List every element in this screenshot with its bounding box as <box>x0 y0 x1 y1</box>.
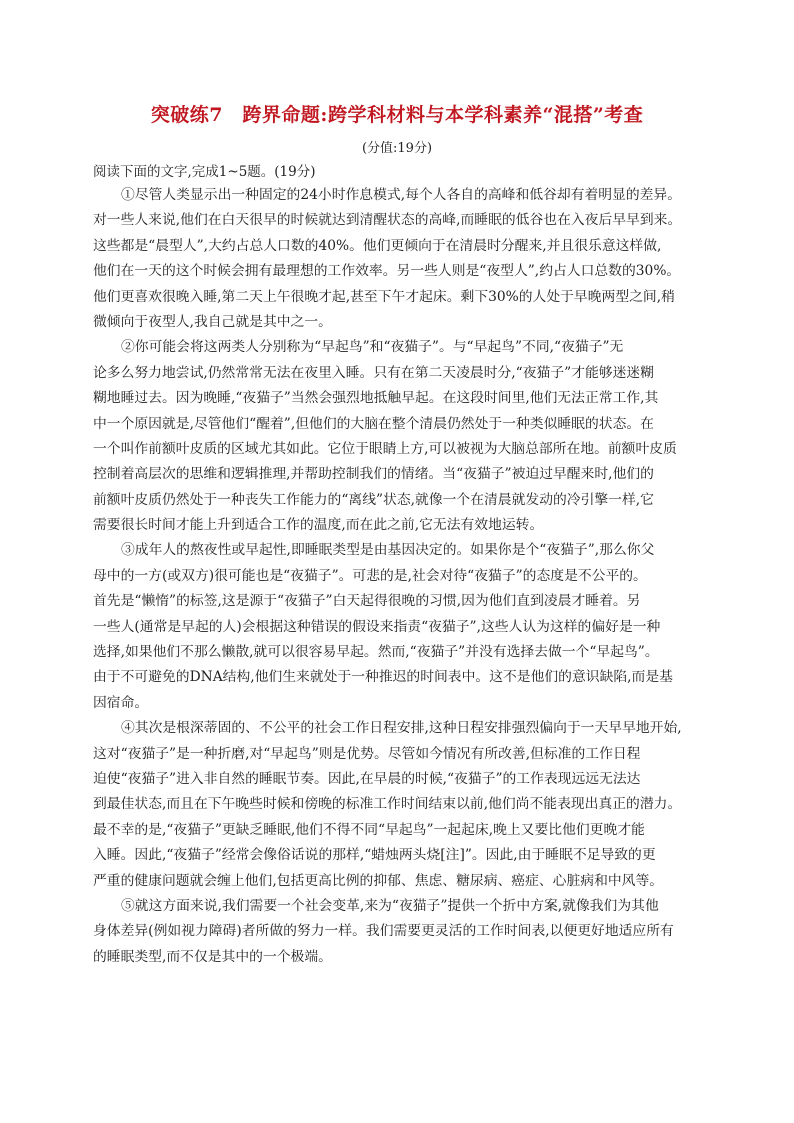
passage-line: 微倾向于夜型人,我自己就是其中之一。 <box>93 313 332 330</box>
passage-line: 的睡眠类型,而不仅是其中的一个极端。 <box>93 948 332 965</box>
passage-line: 迫使“夜猫子”进入非自然的睡眠节奏。因此,在早晨的时候,“夜猫子”的工作表现远远无法达 <box>93 770 641 787</box>
reading-instruction: 阅读下面的文字,完成1~5题。(19分) <box>93 164 316 180</box>
passage-line: ①尽管人类显示出一种固定的24小时作息模式,每个人各自的高峰和低谷却有着明显的差异。 <box>121 187 682 203</box>
passage-line: 糊地睡过去。因为晚睡,“夜猫子”当然会强烈地抵触早起。在这段时间里,他们无法正常工作,其 <box>93 390 659 407</box>
passage-line: 由于不可避免的DNA结构,他们生来就处于一种推迟的时间表中。这不是他们的意识缺陷,而是基 <box>93 669 673 686</box>
passage-line: 选择,如果他们不那么懒散,就可以很容易早起。然而,“夜猫子”并没有选择去做一个“早起鸟”。 <box>93 644 659 661</box>
passage-body <box>93 183 711 970</box>
passage-line: 到最佳状态,而且在下午晚些时候和傍晚的标准工作时间结束以前,他们尚不能表现出真正的潜力。 <box>93 796 682 813</box>
passage-line: 他们更喜欢很晚入睡,第二天上午很晚才起,甚至下午才起床。剩下30%的人处于早晚两型之间,稍 <box>93 288 675 305</box>
passage-line: ③成年人的熬夜性或早起性,即睡眠类型是由基因决定的。如果你是个“夜猫子”,那么你父 <box>121 542 655 559</box>
passage-line: 入睡。因此,“夜猫子”经常会像俗话说的那样,“蜡烛两头烧[注]”。因此,由于睡眠不足导致的更 <box>93 847 656 864</box>
passage-line: 控制着高层次的思维和逻辑推理,并帮助控制我们的情绪。当“夜猫子”被迫过早醒来时,他们的 <box>93 466 654 483</box>
passage-line: 首先是“懒惰”的标签,这是源于“夜猫子”白天起得很晚的习惯,因为他们直到凌晨才睡着。另 <box>93 593 641 610</box>
passage-line: 一些人(通常是早起的人)会根据这种错误的假设来指责“夜猫子”,这些人认为这样的偏好是一种 <box>93 618 661 635</box>
passage-line: 前额叶皮质仍然处于一种丧失工作能力的“离线”状态,就像一个在清晨就发动的冷引擎一样,它 <box>93 491 654 508</box>
passage-line: ④其次是根深蒂固的、不公平的社会工作日程安排,这种日程安排强烈偏向于一天早早地开始, <box>121 720 682 737</box>
passage-line: 对一些人来说,他们在白天很早的时候就达到清醒状态的高峰,而睡眠的低谷也在入夜后早早到来。 <box>93 212 682 229</box>
passage-line: 因宿命。 <box>93 694 149 711</box>
passage-line: ⑤就这方面来说,我们需要一个社会变革,来为“夜猫子”提供一个折中方案,就像我们为其他 <box>121 897 659 914</box>
passage-line: 需要很长时间才能上升到适合工作的温度,而在此之前,它无法有效地运转。 <box>93 517 544 534</box>
passage-line: 这些都是“晨型人”,大约占总人口数的40%。他们更倾向于在清晨时分醒来,并且很乐意这样做, <box>93 237 662 254</box>
passage-line: 这对“夜猫子”是一种折磨,对“早起鸟”则是优势。尽管如今情况有所改善,但标准的工作日程 <box>93 745 641 762</box>
passage-line: 一个叫作前额叶皮质的区域尤其如此。它位于眼睛上方,可以被视为大脑总部所在地。前额叶皮质 <box>93 440 677 457</box>
passage-line: ②你可能会将这两类人分别称为“早起鸟”和“夜猫子”。与“早起鸟”不同,“夜猫子”无 <box>121 339 624 356</box>
passage-line: 最不幸的是,“夜猫子”更缺乏睡眠,他们不得不同“早起鸟”一起起床,晚上又要比他们更晚才能 <box>93 821 645 838</box>
page-title: 突破练7 跨界命题:跨学科材料与本学科素养“混搭”考查 <box>150 104 644 126</box>
passage-line: 论多么努力地尝试,仍然常常无法在夜里入睡。只有在第二天凌晨时分,“夜猫子”才能够迷迷糊 <box>93 364 654 381</box>
passage-line: 身体差异(例如视力障碍)者所做的努力一样。我们需要更灵活的工作时间表,以便更好地适应所有 <box>93 923 674 940</box>
passage-line: 母中的一方(或双方)很可能也是“夜猫子”。可悲的是,社会对待“夜猫子”的态度是不公平的。 <box>93 567 647 584</box>
passage-line: 他们在一天的这个时候会拥有最理想的工作效率。另一些人则是“夜型人”,约占人口总数的30%。 <box>93 263 681 280</box>
passage-line: 中一个原因就是,尽管他们“醒着”,但他们的大脑在整个清晨仍然处于一种类似睡眠的状态。在 <box>93 415 654 432</box>
passage-line: 严重的健康问题就会缠上他们,包括更高比例的抑郁、焦虑、糖尿病、癌症、心脏病和中风等。 <box>93 872 664 889</box>
score-note: (分值:19分) <box>361 141 433 156</box>
